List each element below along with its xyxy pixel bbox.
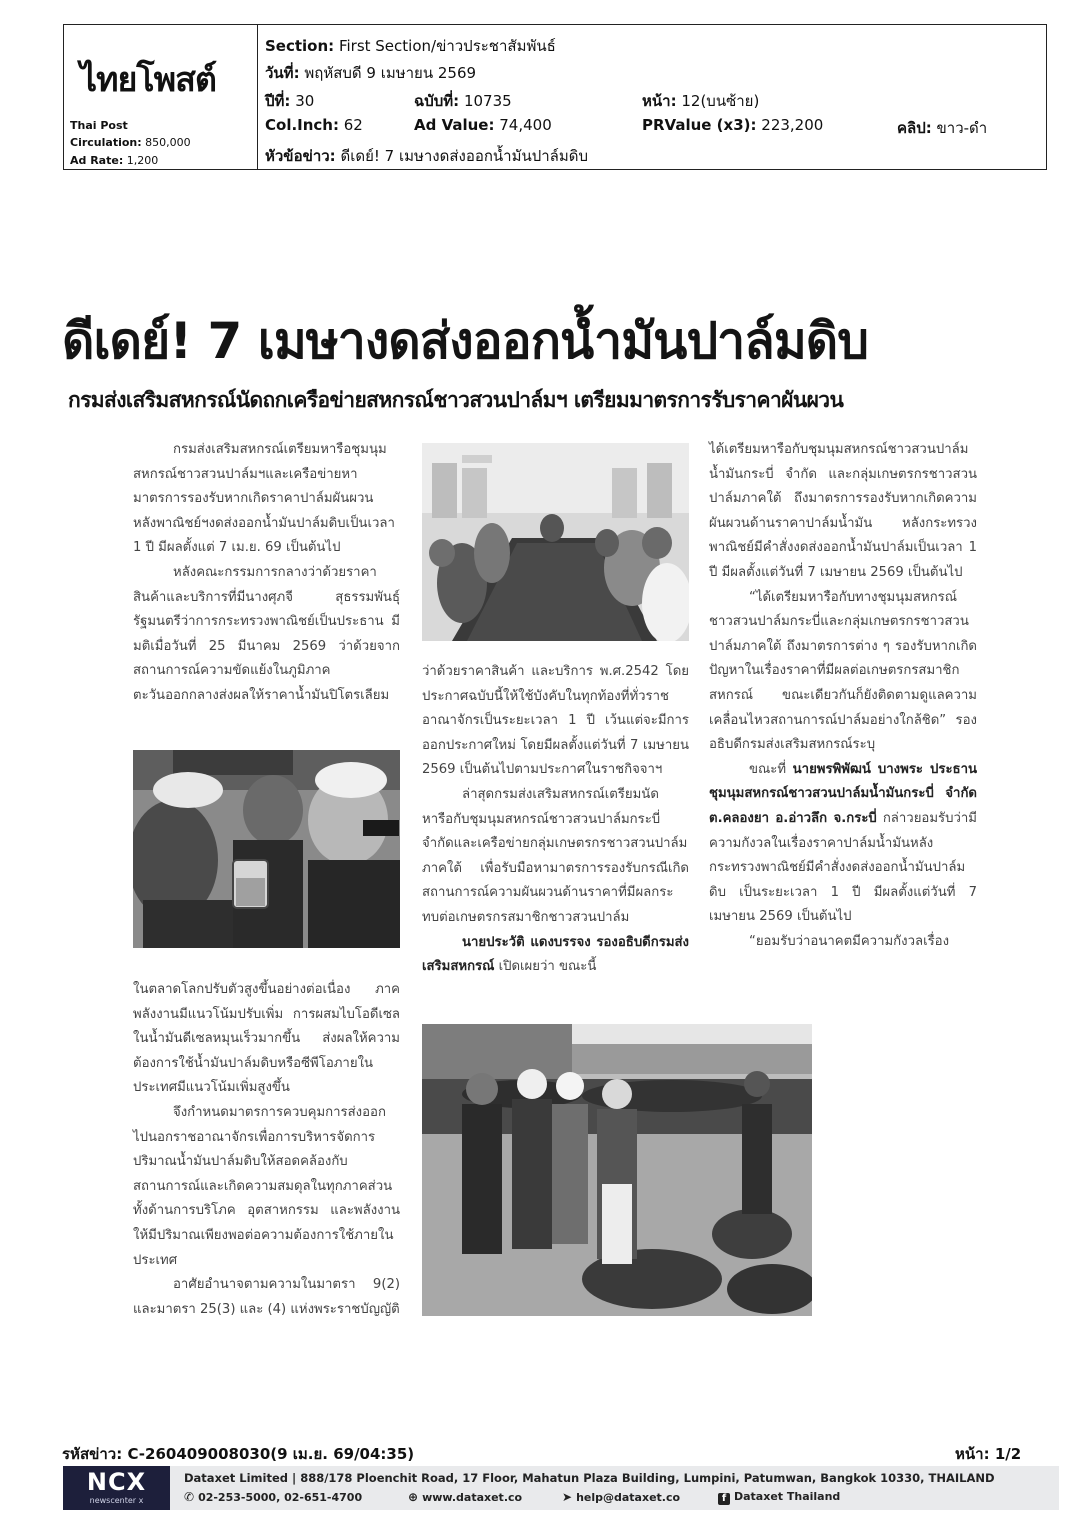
paragraph: อาศัยอำนาจตามความในมาตรา 9(2) และมาตรา 25(3) และ (4) แห่งพระราชบัญญัติ — [133, 1277, 400, 1317]
phone-icon: ✆ — [184, 1490, 195, 1504]
paragraph: ในตลาดโลกปรับตัวสูงขึ้นอย่างต่อเนื่อง ภาคพลังงานมีแนวโน้มปรับเพิ่ม การผสมไบโอดีเซลในน้ำมันดีเซลหมุนเร็วมากขึ้น ส่งผลให้ความต้องการใช้น้ำมันปาล์มดิบหรือซีพีโอภายในประเทศมีแนวโน้มเพิ่มสูงขึ้น — [133, 982, 400, 1096]
paragraph: กรมส่งเสริมสหกรณ์เตรียมหารือชุมนุมสหกรณ์ชาวสวนปาล์มฯและเครือข่ายหามาตรการรองรับหากเกิดราคาปาล์มผันผวน หลังพาณิชย์ฯงดส่งออกน้ำมันปาล์มดิบเป็นเวลา 1 ปี มีผลตั้งแต่ 7 เม.ย. 69 เป็นต้นไป — [133, 442, 395, 556]
photo-meeting-room — [422, 443, 689, 641]
headline-field: หัวข้อข่าว: ดีเดย์! 7 เมษางดส่งออกน้ำมันปาล์มดิบ — [265, 147, 589, 165]
article-headline: ดีเดย์! 7 เมษางดส่งออกน้ำมันปาล์มดิบ — [62, 312, 868, 370]
prvalue-field: PRValue (x3): 223,200 — [642, 116, 824, 134]
contact-website[interactable]: ⊕ www.dataxet.co — [408, 1490, 523, 1504]
column-1-top — [133, 438, 400, 709]
paragraph: ขณะที่ นายพรพิพัฒน์ บางพระ ประธานชุมนุมสหกรณ์ชาวสวนปาล์มน้ำมันกระบี่ จำกัด ต.คลองยา อ.อ่าวลึก จ.กระบี่ กล่าวยอมรับว่ามีความกังวลในเรื่องราคาปาล์มน้ำมันหลังกระทรวงพาณิชย์มีคำสั่งงดส่งออกน้ำมันปาล์มดิบ เป็นระยะเวลา 1 ปี มีผลตั้งแต่วันที่ 7 เมษายน 2569 เป็นต้นไป — [709, 761, 978, 925]
page-count: หน้า: 1/2 — [955, 1445, 1022, 1463]
ncx-logo: NCX newscenter x — [63, 1466, 170, 1510]
quoted-official-name: นายประวัติ แดงบรรจง รองอธิบดีกรมส่งเสริมสหกรณ์ — [422, 934, 689, 975]
publication-logo: ไทยโพสต์ — [80, 60, 216, 100]
colinch-field: Col.Inch: 62 — [265, 116, 363, 134]
circulation: Circulation: 850,000 — [70, 136, 191, 149]
page-field: หน้า: 12(บนซ้าย) — [642, 92, 760, 110]
date-field: วันที่: พฤหัสบดี 9 เมษายน 2569 — [265, 64, 477, 82]
year-field: ปีที่: 30 — [265, 92, 315, 110]
contact-email[interactable]: ➤ help@dataxet.co — [562, 1490, 681, 1504]
paragraph: ได้เตรียมหารือกับชุมนุมสหกรณ์ชาวสวนปาล์มน้ำมันกระบี่ จำกัด และกลุ่มเกษตรกรชาวสวนปาล์มภาคใต้ ถึงมาตรการรองรับหากเกิดความผันผวนด้านราคาปาล์มน้ำมัน หลังกระทรวงพาณิชย์มีคำสั่งงดส่งออกน้ำมันปาล์มเป็นเวลา 1 ปี มีผลตั้งแต่วันที่ 7 เมษายน 2569 เป็นต้นไป — [709, 442, 977, 580]
company-address: Dataxet Limited | 888/178 Ploenchit Road, 17 Floor, Mahatun Plaza Building, Lumpini, Patumwan, Bangkok 10330, THAILAND — [184, 1471, 995, 1485]
paragraph: “ได้เตรียมหารือกับทางชุมนุมสหกรณ์ชาวสวนปาล์มกระบี่และกลุ่มเกษตรกรชาวสวนปาล์มภาคใต้ ถึงมาตรการต่าง ๆ รองรับหากเกิดปัญหาในเรื่องราคาที่มีผลต่อเกษตรกรสมาชิกสหกรณ์ ขณะเดียวกันก็ยังติดตามดูแลความเคลื่อนไหวสถานการณ์ปาล์มอย่างใกล้ชิด” รองอธิบดีกรมส่งเสริมสหกรณ์ระบุ — [709, 589, 977, 753]
column-2 — [422, 660, 689, 980]
clip-field: คลิป: ขาว-ดำ — [897, 119, 988, 137]
paragraph: หลังคณะกรรมการกลางว่าด้วยราคาสินค้าและบริการที่มีนางศุภจี สุธรรมพันธุ์ รัฐมนตรีว่าการกระทรวงพาณิชย์เป็นประธาน มีมติเมื่อวันที่ 25 มีนาคม 2569 ว่าด้วยจากสถานการณ์ความขัดแย้งในภูมิภาคตะวันออกกลางส่งผลให้ราคาน้ำมันปิโตรเลียม — [133, 564, 400, 703]
info-divider — [257, 24, 258, 170]
advalue-field: Ad Value: 74,400 — [414, 116, 552, 134]
article-subheadline: กรมส่งเสริมสหกรณ์นัดถกเครือข่ายสหกรณ์ชาวสวนปาล์มฯ เตรียมมาตรการรับราคาผันผวน — [68, 388, 844, 412]
paragraph: จึงกำหนดมาตรการควบคุมการส่งออกไปนอกราชอาณาจักรเพื่อการบริหารจัดการปริมาณน้ำมันปาล์มดิบให้สอดคล้องกับสถานการณ์และเกิดความสมดุลในทุกภาคส่วน ทั้งด้านการบริโภค อุตสาหกรรม และพลังงานให้มีปริมาณเพียงพอต่อความต้องการใช้ภายในประเทศ — [133, 1104, 400, 1268]
paragraph: ว่าด้วยราคาสินค้า และบริการ พ.ศ.2542 โดยประกาศฉบับนี้ให้ใช้บังคับในทุกท้องที่ทั่วราชอาณาจักรเป็นระยะเวลา 1 ปี เว้นแต่จะมีการออกประกาศใหม่ โดยมีผลตั้งแต่วันที่ 7 เมษายน 2569 เป็นต้นไปตามประกาศในราชกิจจาฯ — [422, 664, 689, 778]
cooperative-chairman-name: นายพรพิพัฒน์ บางพระ ประธานชุมนุมสหกรณ์ชาวสวนปาล์มน้ำมันกระบี่ จำกัด ต.คลองยา อ.อ่าวลึก จ.กระบี่ — [709, 761, 978, 826]
paragraph: ล่าสุดกรมส่งเสริมสหกรณ์เตรียมนัดหารือกับชุมนุมสหกรณ์ชาวสวนปาล์มกระบี่ จำกัดและเครือข่ายกลุ่มเกษตรกรชาวสวนปาล์มภาคใต้ เพื่อรับมือหามาตรการรองรับกรณีเกิดสถานการณ์ความผันผวนด้านราคาที่มีผลกระทบต่อเกษตรกรสมาชิกชาวสวนปาล์ม — [422, 786, 689, 925]
photo-oil-sample — [133, 750, 400, 948]
paper-name: Thai Post — [70, 119, 128, 132]
column-3 — [709, 438, 977, 954]
column-1-bottom — [133, 978, 400, 1322]
paragraph: นายประวัติ แดงบรรจง รองอธิบดีกรมส่งเสริมสหกรณ์ เปิดเผยว่า ขณะนี้ — [422, 934, 689, 975]
issue-field: ฉบับที่: 10735 — [414, 92, 512, 110]
ad-rate: Ad Rate: 1,200 — [70, 154, 159, 167]
paragraph: “ยอมรับว่าอนาคตมีความกังวลเรื่อง — [749, 933, 950, 949]
contact-phone: ✆ 02-253-5000, 02-651-4700 — [184, 1490, 363, 1504]
section-field: Section: First Section/ข่าวประชาสัมพันธ์ — [265, 37, 556, 55]
send-icon: ➤ — [562, 1490, 573, 1504]
photo-palm-field-visit — [422, 1024, 812, 1316]
news-code: รหัสข่าว: C-260409008030(9 เม.ย. 69/04:35) — [62, 1445, 415, 1463]
contact-facebook[interactable]: f Dataxet Thailand — [718, 1490, 840, 1505]
globe-icon: ⊕ — [408, 1490, 419, 1504]
facebook-icon: f — [718, 1493, 730, 1505]
